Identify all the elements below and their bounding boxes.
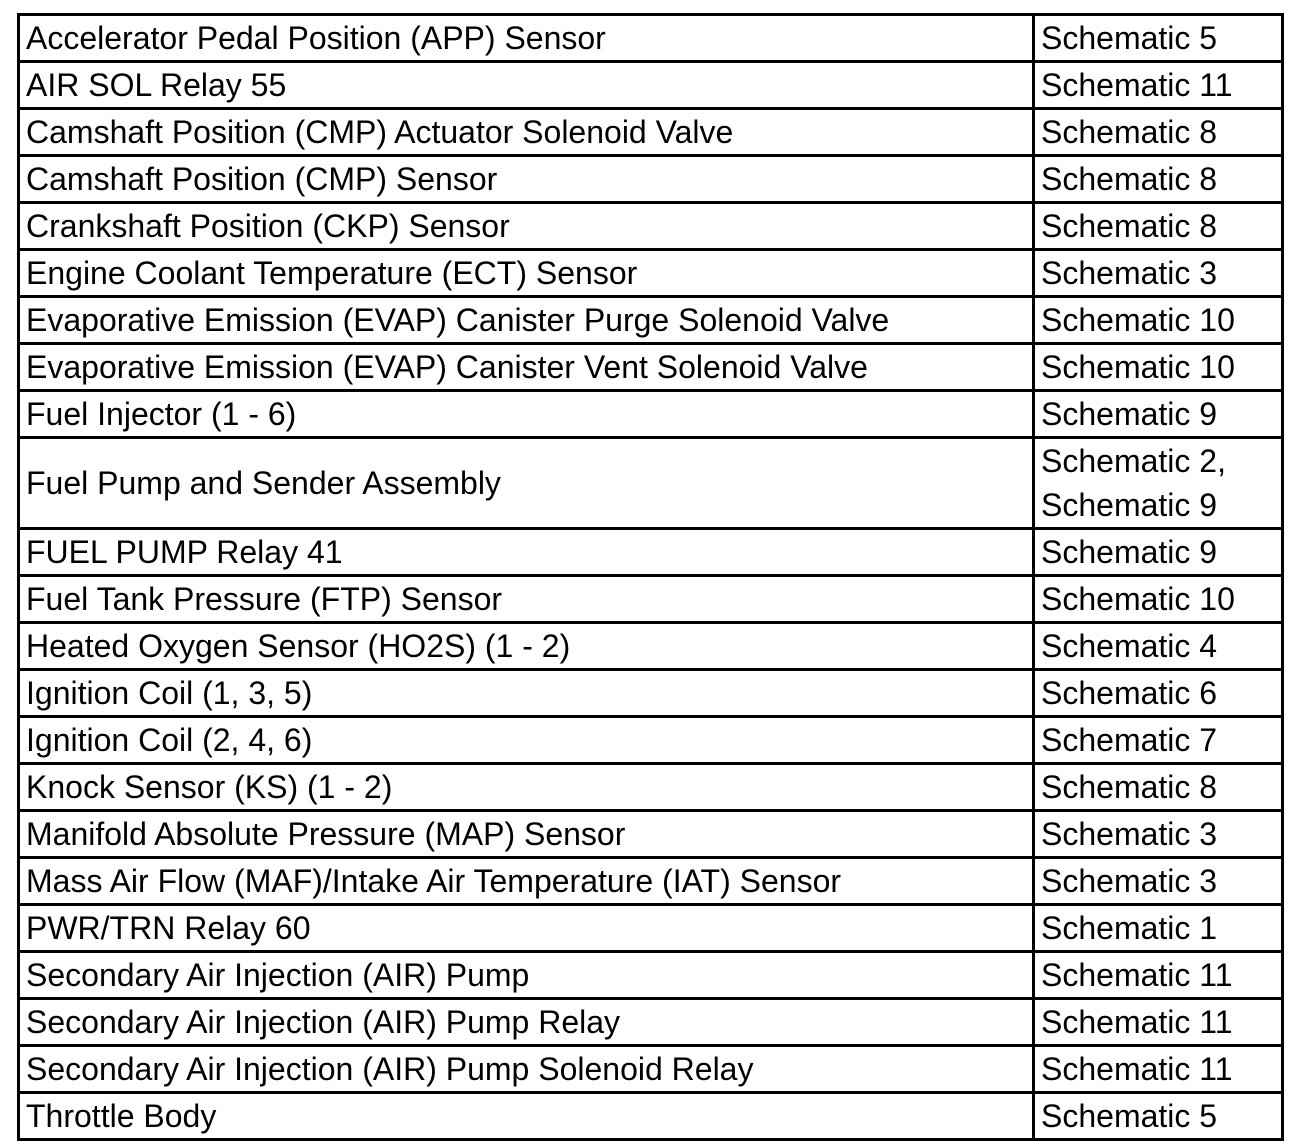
component-name-cell: Fuel Injector (1 - 6) [19,391,1034,438]
schematic-reference-cell [1034,203,1283,250]
schematic-reference-line: Schematic 10 [1041,581,1235,617]
schematic-reference-cell [1034,250,1283,297]
component-name-cell: FUEL PUMP Relay 41 [19,529,1034,576]
schematic-reference-line: Schematic 6 [1041,675,1218,711]
schematic-reference-cell [1034,529,1283,576]
schematic-reference-cell [1034,670,1283,717]
table-row [19,717,1283,764]
schematic-reference-line: Schematic 7 [1041,722,1218,758]
schematic-reference-cell [1034,1093,1283,1140]
table-row [19,438,1283,529]
schematic-reference-cell [1034,764,1283,811]
schematic-reference-line: Schematic 9 [1041,534,1218,570]
component-name-cell: Secondary Air Injection (AIR) Pump [19,952,1034,999]
component-name-cell: Secondary Air Injection (AIR) Pump Relay [19,999,1034,1046]
schematic-reference-line: Schematic 3 [1041,816,1218,852]
schematic-reference-cell [1034,156,1283,203]
component-name-cell: Fuel Pump and Sender Assembly [19,438,1034,529]
table-body [19,15,1283,1140]
schematic-reference-line: Schematic 9 [1041,487,1218,523]
table-row [19,999,1283,1046]
table-row [19,764,1283,811]
schematic-reference-line: Schematic 2, [1041,443,1226,479]
table-row [19,905,1283,952]
schematic-reference-cell [1034,297,1283,344]
component-name-cell: AIR SOL Relay 55 [19,62,1034,109]
schematic-reference-cell [1034,905,1283,952]
table-row [19,1093,1283,1140]
schematic-reference-line: Schematic 11 [1041,1004,1233,1040]
table-row [19,623,1283,670]
schematic-reference-cell [1034,811,1283,858]
table-row [19,156,1283,203]
component-name-cell: Evaporative Emission (EVAP) Canister Purge Solenoid Valve [19,297,1034,344]
schematic-reference-cell [1034,15,1283,62]
table-row [19,391,1283,438]
table-row [19,109,1283,156]
component-name-cell: Heated Oxygen Sensor (HO2S) (1 - 2) [19,623,1034,670]
schematic-reference-line: Schematic 11 [1041,67,1233,103]
schematic-reference-cell [1034,999,1283,1046]
component-name-cell: Evaporative Emission (EVAP) Canister Vent Solenoid Valve [19,344,1034,391]
table-row [19,344,1283,391]
schematic-reference-line: Schematic 3 [1041,863,1218,899]
component-name-cell: Crankshaft Position (CKP) Sensor [19,203,1034,250]
component-schematic-table [17,13,1284,1141]
component-name-cell: Fuel Tank Pressure (FTP) Sensor [19,576,1034,623]
schematic-reference-line: Schematic 8 [1041,208,1218,244]
schematic-reference-cell [1034,1046,1283,1093]
component-name-cell: Ignition Coil (1, 3, 5) [19,670,1034,717]
schematic-reference-cell [1034,952,1283,999]
schematic-reference-line: Schematic 8 [1041,114,1218,150]
component-name-cell: Mass Air Flow (MAF)/Intake Air Temperature (IAT) Sensor [19,858,1034,905]
schematic-reference-line: Schematic 11 [1041,1051,1233,1087]
table-row [19,576,1283,623]
component-name-cell: Knock Sensor (KS) (1 - 2) [19,764,1034,811]
table-row [19,811,1283,858]
component-name-cell: Throttle Body [19,1093,1034,1140]
table-row [19,297,1283,344]
schematic-reference-cell [1034,109,1283,156]
table-row [19,15,1283,62]
component-name-cell: Ignition Coil (2, 4, 6) [19,717,1034,764]
component-name-cell: Secondary Air Injection (AIR) Pump Solenoid Relay [19,1046,1034,1093]
schematic-reference-line: Schematic 9 [1041,396,1218,432]
component-name-cell: Camshaft Position (CMP) Sensor [19,156,1034,203]
schematic-reference-line: Schematic 5 [1041,1098,1218,1134]
schematic-reference-line: Schematic 4 [1041,628,1218,664]
table-row [19,529,1283,576]
schematic-reference-line: Schematic 3 [1041,255,1218,291]
table-row [19,62,1283,109]
schematic-reference-line: Schematic 5 [1041,20,1218,56]
component-name-cell: Manifold Absolute Pressure (MAP) Sensor [19,811,1034,858]
schematic-reference-line: Schematic 10 [1041,349,1235,385]
schematic-reference-cell [1034,438,1283,529]
schematic-reference-cell [1034,858,1283,905]
table-row [19,952,1283,999]
schematic-reference-line: Schematic 11 [1041,957,1233,993]
schematic-reference-line: Schematic 8 [1041,769,1218,805]
component-name-cell: Accelerator Pedal Position (APP) Sensor [19,15,1034,62]
schematic-reference-cell [1034,62,1283,109]
table-row [19,250,1283,297]
component-name-cell: PWR/TRN Relay 60 [19,905,1034,952]
table-row [19,203,1283,250]
schematic-reference-line: Schematic 10 [1041,302,1235,338]
schematic-reference-line: Schematic 1 [1041,910,1218,946]
schematic-reference-cell [1034,576,1283,623]
schematic-reference-cell [1034,391,1283,438]
schematic-reference-line: Schematic 8 [1041,161,1218,197]
schematic-reference-cell [1034,344,1283,391]
table-row [19,1046,1283,1093]
component-name-cell: Camshaft Position (CMP) Actuator Solenoid Valve [19,109,1034,156]
table-row [19,670,1283,717]
schematic-reference-cell [1034,717,1283,764]
table-row [19,858,1283,905]
component-name-cell: Engine Coolant Temperature (ECT) Sensor [19,250,1034,297]
schematic-reference-cell [1034,623,1283,670]
